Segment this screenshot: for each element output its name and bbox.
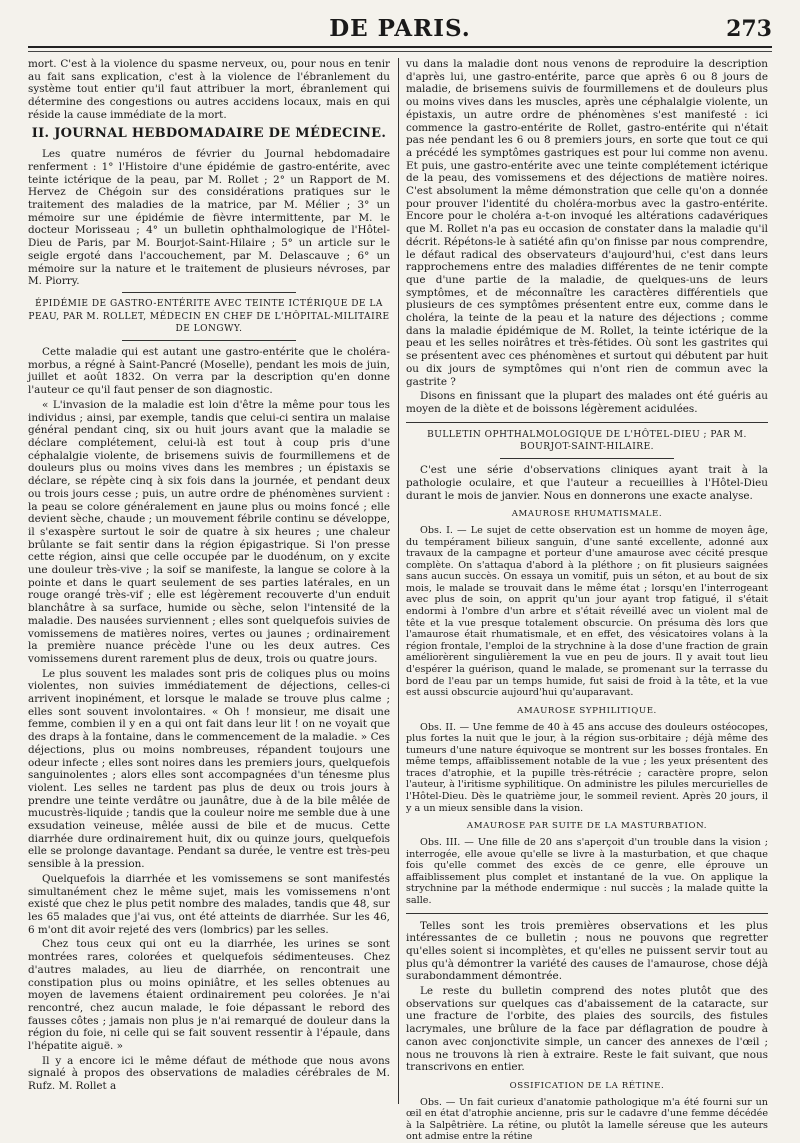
- paragraph: Disons en finissant que la plupart des malades ont été guéris au moyen de la diète et de boissons légèrement acidulées.: [406, 390, 768, 415]
- separator-rule: [122, 340, 296, 341]
- paragraph: « L'invasion de la maladie est loin d'être la même pour tous les individus ; ainsi, par exemple, tandis que celui-ci sentira un malaise général pendant cinq, six ou huit jours avant que la maladie se déclare complétement, celui-là est tout à coup pris d'une céphalalgie violente, de brisemens suivis de fourmillemens et de douleurs plus ou moins vives dans les membres ; un épistaxis se déclare, se répète cinq à six fois dans la journée, et pendant deux ou trois jours cesse ; puis, un autre ordre de phénomènes survient : la peau se colore généralement en jaune plus ou moins foncé ; elle devient sèche, chaude ; un mouvement fébrile continu se développe, il s'exaspère surtout le soir de quatre à six heures ; une chaleur brûlante se fait sentir dans la région épigastrique. Si l'on presse cette région, ainsi que celle occupée par le duodénum, on y excite une douleur très-vive ; la soif se manifeste, la langue se colore à la pointe et dans le quart seulement de ses parties latérales, en un rouge orangé très-vif ; elle est légèrement recouverte d'un enduit blanchâtre à sa surface, humide ou sèche, selon l'intensité de la maladie. Des nausées surviennent ; elles sont quelquefois suivies de vomissemens de matières noires, vertes ou jaunes ; ordinairement la première nuance précède l'une ou les deux autres. Ces vomissemens durent rarement plus de deux, trois ou quatre jours.: [28, 398, 390, 665]
- page-header: [28, 12, 772, 48]
- section-heading: II. JOURNAL HEBDOMADAIRE DE MÉDECINE.: [31, 125, 387, 141]
- observation-paragraph: Obs. — Un fait curieux d'anatomie pathologique m'a été fourni sur un œil en état d'atrophie ancienne, pris sur le cadavre d'une femme décédée à la Salpêtrière. La rétine, ou plutôt la lamelle séreuse que les auteurs ont admise entre la rétine: [406, 1096, 768, 1143]
- article-heading: ÉPIDÉMIE DE GASTRO-ENTÉRITE AVEC TEINTE ICTÉRIQUE DE LA PEAU, PAR M. ROLLET, MÉDECIN EN CHEF DE L'HÔPITAL-MILITAIRE DE LONGWY.: [28, 298, 390, 335]
- paragraph: Les quatre numéros de février du Journal hebdomadaire renferment : 1° l'Histoire d'une épidémie de gastro-entérite, avec teinte ictérique de la peau, par M. Rollet ; 2° un Rapport de M. Hervez de Chégoin sur des considérations pratiques sur le traitement des maladies de la matrice, par M. Mélier ; 3° un mémoire sur une épidémie de fièvre intermittente, par M. le docteur Morisseau ; 4° un bulletin ophthalmologique de l'Hôtel-Dieu de Paris, par M. Bourjot-Saint-Hilaire ; 5° un article sur le seigle ergoté dans l'accouchement, par M. Delascauve ; 6° un mémoire sur la nature et le traitement de plusieurs névroses, par M. Piorry.: [28, 148, 390, 288]
- subsection-heading: AMAUROSE RHUMATISMALE.: [511, 509, 663, 520]
- paragraph: Chez tous ceux qui ont eu la diarrhée, les urines se sont montrées rares, colorées et quelquefois sédimenteuses. Chez d'autres malades, au lieu de diarrhée, on rencontrait une constipation plus ou moins opiniâtre, et les selles obtenues au moyen de lavemens étaient ordinairement peu colorées. Je n'ai rencontré, chez aucun malade, le foie dépassant le rebord des fausses côtes ; jamais non plus je n'ai remarqué de douleur dans la région du foie, ni celle qui se fait souvent ressentir à l'épaule, dans l'hépatite aiguë. »: [28, 938, 390, 1053]
- paragraph: vu dans la maladie dont nous venons de reproduire la description d'après lui, une gastro-entérite, parce que après 6 ou 8 jours de maladie, de brisemens suivis de fourmillemens et de douleurs plus ou moins vives dans les muscles, après une céphalalgie violente, un épistaxis, un autre ordre de phénomènes s'est manifesté : ici commence la gastro-entérite de Rollet, gastro-entérite qui n'était pas née pendant les 6 ou 8 premiers jours, en sorte que tout ce qui a précédé les symptômes gastriques est pour lui comme non avenu. Et puis, une gastro-entérite avec une teinte complétement ictérique de la peau, des vomissemens et des déjections de matière noires. C'est absolument la même démonstration que celle qu'on a donnée pour prouver l'identité du choléra-morbus avec la gastro-entérite. Encore pour le choléra a-t-on invoqué les altérations cadavériques que M. Rollet n'a pas eu occasion de constater dans la maladie qu'il décrit. Répétons-le à satiété afin qu'on finisse par nous comprendre, le défaut radical des observateurs d'aujourd'hui, c'est dans leurs rapprochemens entre des maladies différentes de ne tenir compte que d'une partie de la maladie, de quelques-uns de leurs symptômes, et de méconnaître les caractères différentiels que plusieurs de ces symptômes présentent entre eux, comme dans le choléra, la teinte de la peau et la nature des déjections ; comme dans la maladie épidémique de M. Rollet, la teinte ictérique de la peau et les selles noirâtres et très-fétides. Où sont les gastrites qui se présentent avec ces phénomènes et surtout qui débutent par huit ou dix jours de symptômes qui n'ont rien de commun avec la gastrite ?: [406, 58, 768, 388]
- subsection-heading: OSSIFICATION DE LA RÉTINE.: [509, 1080, 665, 1091]
- separator-rule: [406, 913, 768, 914]
- paragraph: mort. C'est à la violence du spasme nerveux, ou, pour nous en tenir au fait sans explication, c'est à la violence de l'ébranlement du système tout entier qu'il faut attribuer la mort, ébranlement qui détermine des congestions ou autres accidens locaux, mais en qui réside la cause immédiate de la mort.: [28, 58, 390, 121]
- article-heading: BULLETIN OPHTHALMOLOGIQUE DE L'HÔTEL-DIEU ; PAR M. BOURJOT-SAINT-HILAIRE.: [427, 429, 747, 453]
- subsection-heading: AMAUROSE SYPHILITIQUE.: [517, 705, 657, 716]
- running-title: DE PARIS.: [329, 15, 471, 42]
- paragraph: Cette maladie qui est autant une gastro-entérite que le choléra-morbus, a régné à Saint-Pancré (Moselle), pendant les mois de juin, juillet et août 1832. On verra par la description qu'en donne l'auteur ce qu'il faut penser de son diagnostic.: [28, 346, 390, 397]
- observation-paragraph: Obs. II. — Une femme de 40 à 45 ans accuse des douleurs ostéocopes, plus fortes la nuit que le jour, à la région sus-orbitaire ; déjà même des tumeurs d'une nature équivoque se montrent sur les bosses frontales. En même temps, affaiblissement notable de la vue ; les yeux présentent des traces d'atrophie, et la pupille très-rétrécie ; caractère propre, selon l'auteur, à l'iritisme syphilitique. On administre les pilules mercurielles de l'Hôtel-Dieu. Dès le quatrième jour, le sommeil revient. Après 20 jours, il y a un mieux sensible dans la vision.: [406, 721, 768, 814]
- observation-paragraph: Obs. I. — Le sujet de cette observation est un homme de moyen âge, du tempérament bilieux sanguin, d'une santé excellente, adonné aux travaux de la campagne et porteur d'une amaurose avec cécité presque complète. On s'attaqua d'abord à la pléthore ; on fit plusieurs saignées sans aucun succès. On essaya un vomitif, puis un séton, et au bout de six mois, le malade se trouvait dans le même état ; lorsqu'en l'interrogeant avec plus de soin, on apprit qu'un jour ayant trop fatigué, il s'était endormi à l'ombre d'un arbre et s'était réveillé avec un violent mal de tête et la vue presque totalement obscurcie. On présuma dès lors que l'amaurose était rhumatismale, et en effet, des vésicatoires volans à la région frontale, l'emploi de la strychnine à la dose d'une fraction de grain améliorèrent singulièrement la vue en peu de jours. Il y avait tout lieu d'espérer la guérison, quand le malade, se promenant sur la terrasse du bord de l'eau par un temps humide, fut saisi de froid à la tête, et la vue est aussi obscurcie aujourd'hui qu'auparavant.: [406, 524, 768, 699]
- separator-rule: [122, 292, 296, 293]
- separator-rule: [500, 458, 674, 459]
- paragraph: Le reste du bulletin comprend des notes plutôt que des observations sur quelques cas d'abaissement de la cataracte, sur une fracture de l'orbite, des plaies des sourcils, des fistules lacrymales, une brûlure de la face par déflagration de poudre à canon avec conjonctivite simple, un cancer des annexes de l'œil ; nous ne trouvons là rien à extraire. Reste le fait suivant, que nous transcrivons en entier.: [406, 985, 768, 1074]
- column-divider: [398, 58, 399, 1104]
- separator-rule: [406, 422, 768, 423]
- right-column: [406, 58, 768, 1143]
- paragraph: Quelquefois la diarrhée et les vomissemens se sont manifestés simultanément chez le même sujet, mais les vomissemens n'ont existé que chez le plus petit nombre des malades, tandis que 48, sur les 65 malades que j'ai vus, ont été atteints de diarrhée. Sur les 46, 6 m'ont dit avoir rejeté des vers (lombrics) par les selles.: [28, 872, 390, 936]
- paragraph: Telles sont les trois premières observations et les plus intéressantes de ce bulletin ; nous ne pouvons que regretter qu'elles soient si incomplètes, et qu'elles ne puissent servir tout au plus qu'à démontrer la variété des causes de l'amaurose, chose déjà surabondamment démontrée.: [406, 919, 768, 983]
- paragraph: Il y a encore ici le même défaut de méthode que nous avons signalé à propos des observations de maladies cérébrales de M. Rufz. M. Rollet a: [28, 1054, 390, 1093]
- subsection-heading: AMAUROSE PAR SUITE DE LA MASTURBATION.: [466, 821, 708, 832]
- paragraph: Le plus souvent les malades sont pris de coliques plus ou moins violentes, non suivies immédiatement de déjections, celles-ci arrivent inopinément, et lorsque le malade se trouve plus calme ; elles sont souvent involontaires. « Oh ! monsieur, me disait une femme, combien il y en a qui ont fait dans leur lit ! on ne voyait que des draps à la fontaine, dans le commencement de la maladie. » Ces déjections, plus ou moins nombreuses, répandent toujours une odeur infecte ; elles sont noires dans les premiers jours, quelquefois sanguinolentes ; alors elles sont accompagnées d'un ténesme plus violent. Les selles ne tardent pas plus de deux ou trois jours à prendre une teinte verdâtre ou jaunâtre, due à de la bile mêlée de mucustrès-liquide ; tandis que la couleur noire me semble due à une exsudation veineuse, mêlée aussi de bile et de mucus. Cette diarrhée dure ordinairement huit, dix ou quinze jours, quelquefois elle se prolonge davantage. Pendant sa durée, le ventre est très-peu sensible à la pression.: [28, 667, 390, 871]
- page-number: 273: [726, 16, 772, 42]
- observation-paragraph: Obs. III. — Une fille de 20 ans s'aperçoit d'un trouble dans la vision ; interrogée, elle avoue qu'elle se livre à la masturbation, et que chaque fois qu'elle commet des excès de ce genre, elle éprouve un affaiblissement plus complet et instantané de la vue. On applique la strychnine par la méthode endermique : nul succès ; la malade quitte la salle.: [406, 836, 768, 906]
- header-rule: [28, 51, 772, 52]
- paragraph: C'est une série d'observations cliniques ayant trait à la pathologie oculaire, et que l'auteur a recueillies à l'Hôtel-Dieu durant le mois de janvier. Nous en donnerons une exacte analyse.: [406, 464, 768, 502]
- left-column: [28, 58, 390, 1104]
